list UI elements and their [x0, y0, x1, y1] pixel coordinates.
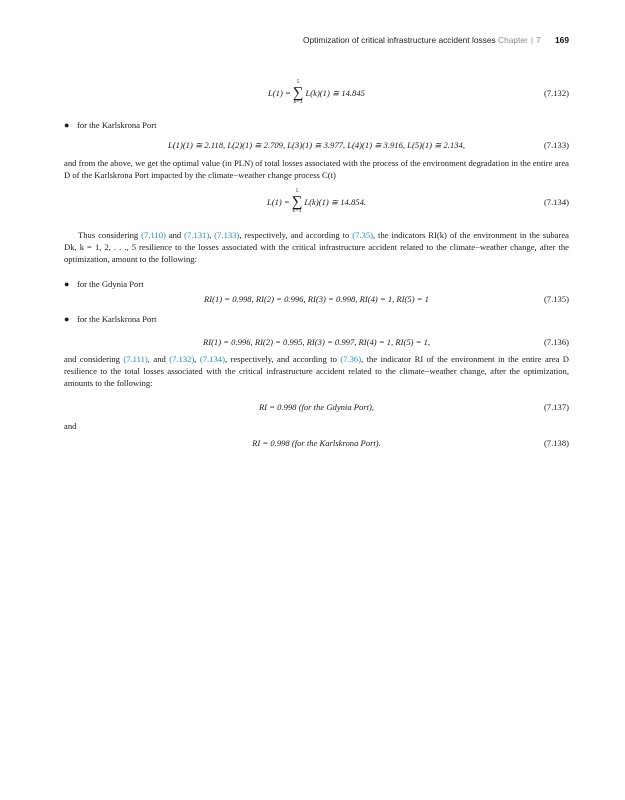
equation-link[interactable]: (7.132)	[169, 354, 195, 364]
paragraph: and from the above, we get the optimal value (in PLN) of total losses associated with the process of the environment degradation in the entire area D of the Karlskrona Port impacted by the climate−weather change process C(t)	[64, 158, 569, 181]
header-separator: |	[530, 35, 534, 45]
equation-7-138	[64, 428, 569, 458]
summation-symbol: 5 ∑ k=1	[292, 79, 304, 106]
connector-text: and	[64, 421, 77, 431]
paragraph: Thus considering (7.110) and (7.131), (7.133), respectively, and according to (7.35), the indicators RI(k) of the environment in the subarea Dk, k = 1, 2, . . ., 5 resilience to the losses associated with the critical infrastructure accident related to the climate−weather change, after the optimization, amount to the following:	[64, 230, 569, 265]
paragraph: and considering (7.111), and (7.132), (7.134), respectively, and according to (7.36), the indicator RI of the environment in the entire area D resilience to the total losses associated with the critical infrastructure accident related to the climate−weather change, after the optimization, amounts to the following:	[64, 354, 569, 389]
equation-link[interactable]: (7.35)	[352, 230, 373, 240]
bullet-icon: ●	[64, 279, 70, 289]
eq-lhs: L(1) =	[266, 197, 290, 207]
bullet-item: ● for the Karlskrona Port	[64, 120, 157, 130]
bullet-icon: ●	[64, 314, 70, 324]
equation-link[interactable]: (7.111)	[123, 354, 148, 364]
equation-link[interactable]: (7.133)	[214, 230, 240, 240]
equation-7-132	[64, 78, 569, 108]
eq-lhs: L(1) =	[268, 88, 291, 98]
equation-7-137	[64, 392, 569, 422]
equation-link[interactable]: (7.131)	[184, 230, 210, 240]
eq-body: RI(1) = 0.998, RI(2) = 0.996, RI(3) = 0.998, RI(4) = 1, RI(5) = 1	[204, 294, 429, 304]
chapter-number: 7	[536, 35, 541, 45]
summation-symbol: 5 ∑ k=1	[291, 188, 303, 215]
equation-number: (7.133)	[543, 140, 569, 150]
eq-body: L(1)(1) ≅ 2.118, L(2)(1) ≅ 2.709, L(3)(1) ≅ 3.977, L(4)(1) ≅ 3.916, L(5)(1) ≅ 2.134,	[168, 139, 465, 150]
eq-rhs: L(k)(1) ≅ 14.845	[305, 87, 365, 98]
equation-link[interactable]: (7.134)	[199, 354, 225, 364]
equation-7-133	[64, 130, 569, 160]
running-header	[0, 35, 569, 45]
eq-body: RI = 0.998 (for the Karlskrona Port).	[252, 438, 381, 448]
equation-number: (7.134)	[543, 197, 569, 207]
equation-number: (7.132)	[543, 88, 569, 98]
equation-number: (7.135)	[543, 294, 569, 304]
equation-7-134	[64, 187, 569, 217]
running-title: Optimization of critical infrastructure accident losses	[303, 35, 496, 45]
equation-link[interactable]: (7.36)	[340, 354, 362, 364]
page-number: 169	[555, 35, 569, 45]
equation-number: (7.136)	[543, 337, 569, 347]
equation-number: (7.138)	[543, 438, 569, 448]
equation-7-135	[64, 284, 569, 314]
bullet-item: ● for the Karlskrona Port	[64, 314, 157, 324]
equation-number: (7.137)	[543, 402, 569, 412]
bullet-icon: ●	[64, 120, 70, 130]
eq-rhs: L(k)(1) ≅ 14.854.	[304, 196, 367, 207]
equation-link[interactable]: (7.110)	[141, 230, 166, 240]
eq-body: RI = 0.998 (for the Gdynia Port),	[258, 402, 375, 412]
bullet-item: ● for the Gdynia Port	[64, 279, 144, 289]
eq-body: RI(1) = 0.996, RI(2) = 0.995, RI(3) = 0.997, RI(4) = 1, RI(5) = 1,	[202, 337, 431, 347]
chapter-label: Chapter	[498, 35, 528, 45]
